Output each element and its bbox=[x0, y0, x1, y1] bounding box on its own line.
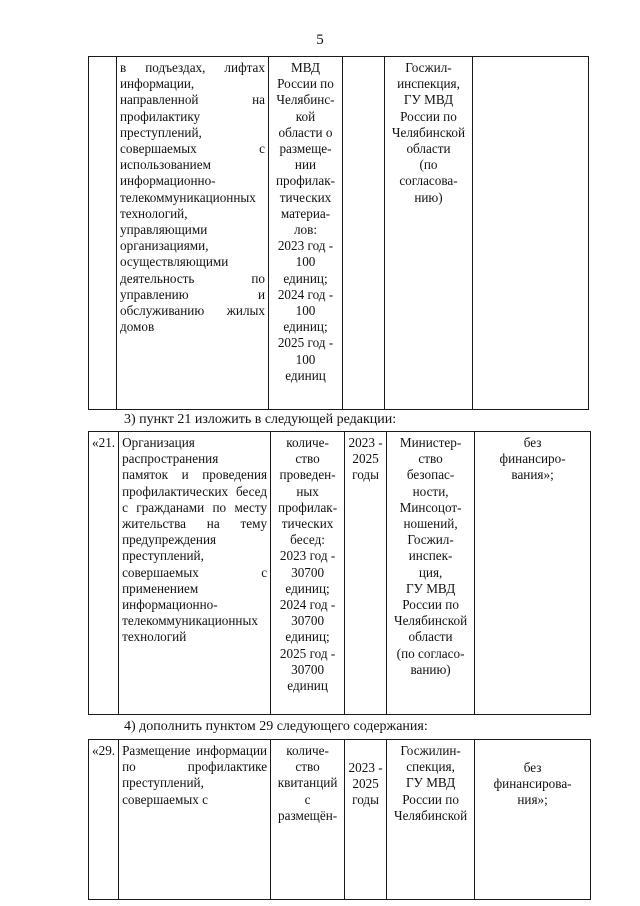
row-number: «21. bbox=[89, 432, 119, 715]
row-financing bbox=[473, 57, 589, 410]
row-number: «29. bbox=[89, 740, 119, 900]
table-continuation bbox=[88, 56, 589, 410]
row-description: в подъездах, лифтах информации, направленной на профилактику преступлений, совершаемых с использованием информационно-телекоммуникационных технологий, управляющими организациями, осуществляющими деятельность по управлению и обслуживанию жилых домов bbox=[117, 57, 269, 410]
row-period bbox=[343, 57, 385, 410]
row-executors: Госжилин- спекция, ГУ МВД России по Челябинской bbox=[387, 740, 475, 900]
table-row bbox=[89, 57, 589, 410]
table-item-21 bbox=[88, 431, 591, 715]
page-number: 5 bbox=[316, 32, 324, 48]
row-period: 2023 - 2025 годы bbox=[345, 432, 387, 715]
amendment-note-4: 4) дополнить пунктом 29 следующего содержания: bbox=[124, 719, 428, 734]
row-indicator: количе- ство квитанций с размещён- bbox=[271, 740, 345, 900]
amendment-note-3: 3) пункт 21 изложить в следующей редакции: bbox=[124, 412, 397, 427]
row-indicator: МВД России по Челябинс- кой области о размеще- нии профилак- тических материа- лов: 2023 год - 100 единиц; 2024 год - 100 единиц; 2025 год - 100 единиц bbox=[269, 57, 343, 410]
row-description: Организация распространения памяток и проведения профилактических бесед с гражданами по месту жительства на тему предупреждения преступлений, совершаемых с применением информационно-телекоммуникационных технологий bbox=[119, 432, 271, 715]
row-financing: без финансиро- вания»; bbox=[475, 432, 591, 715]
row-executors: Министер- ство безопас- ности, Минсоцот- ношений, Госжил- инспек- ция, ГУ МВД России по Челябинской области (по согласо- ванию) bbox=[387, 432, 475, 715]
row-period: 2023 - 2025 годы bbox=[345, 740, 387, 900]
row-indicator: количе- ство проведен- ных профилак- тических бесед: 2023 год - 30700 единиц; 2024 год - 30700 единиц; 2025 год - 30700 единиц bbox=[271, 432, 345, 715]
row-financing: без финансирова- ния»; bbox=[475, 740, 591, 900]
row-description: Размещение информации по профилактике преступлений, совершаемых с bbox=[119, 740, 271, 900]
table-row bbox=[89, 740, 591, 900]
table-item-29 bbox=[88, 739, 591, 900]
row-executors: Госжил- инспекция, ГУ МВД России по Челябинской области (по согласова- нию) bbox=[385, 57, 473, 410]
row-number bbox=[89, 57, 117, 410]
table-row bbox=[89, 432, 591, 715]
